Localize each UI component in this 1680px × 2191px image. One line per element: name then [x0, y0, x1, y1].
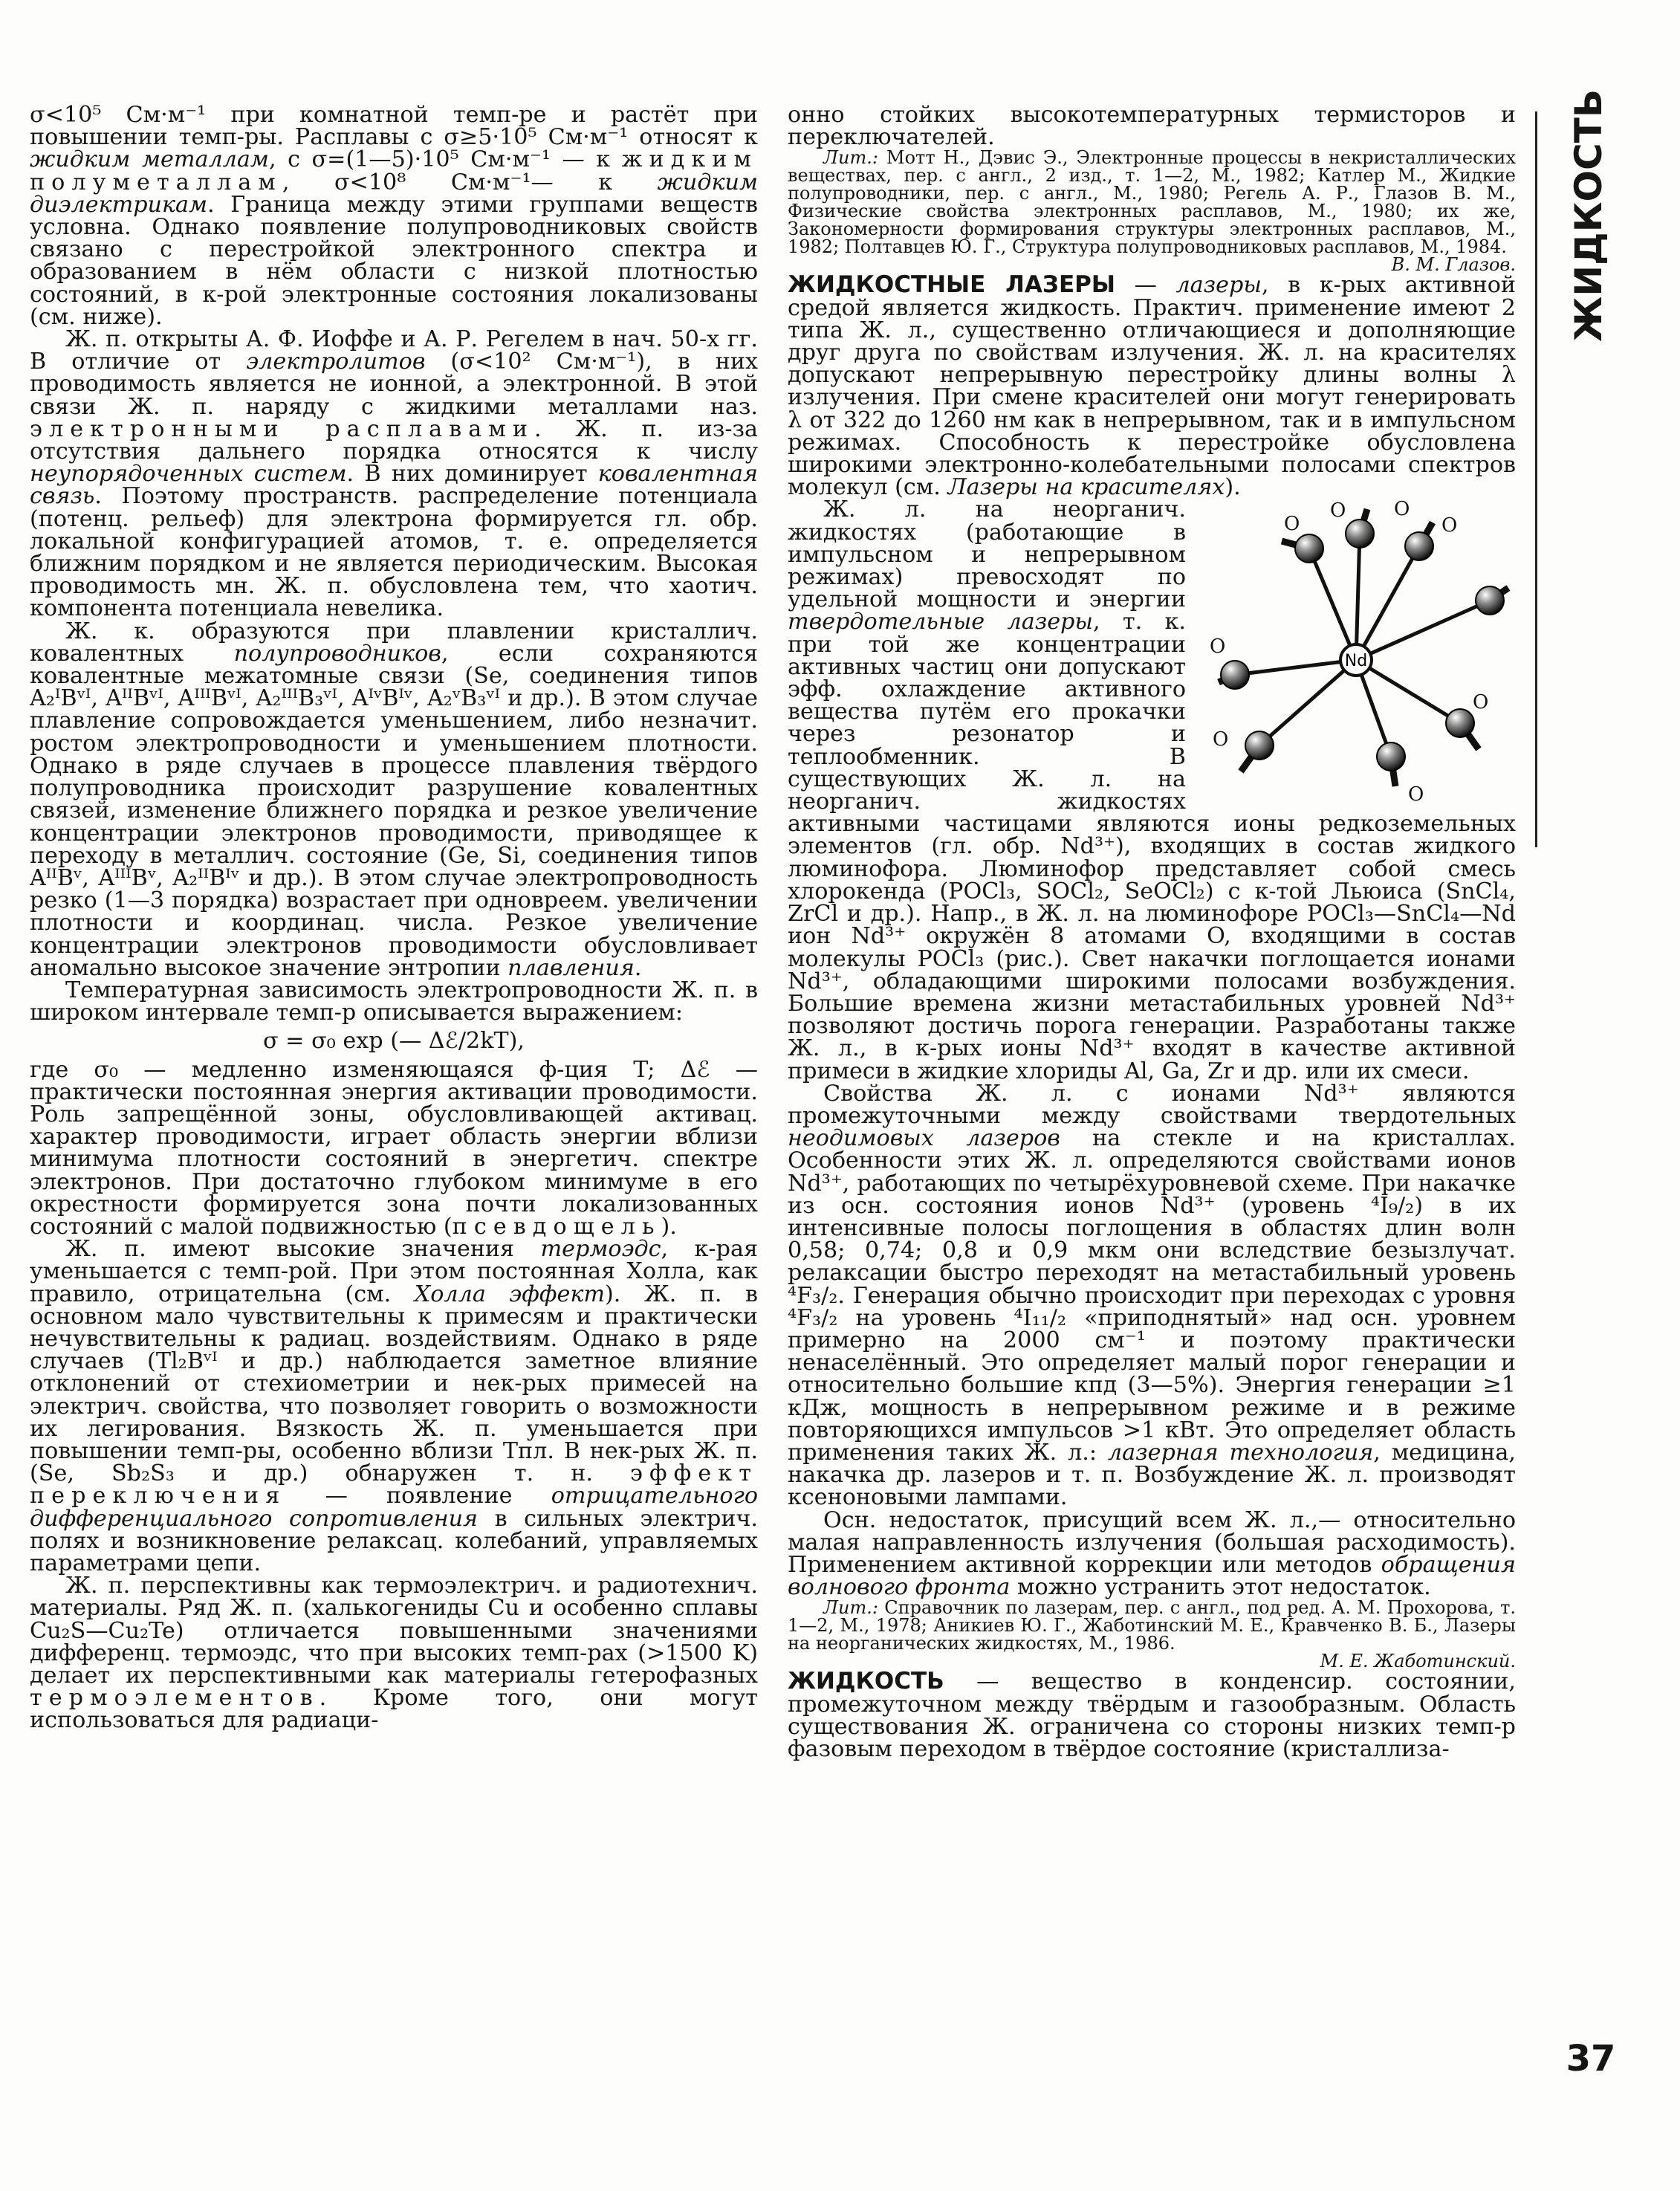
paragraph: Ж. п. открыты А. Ф. Иоффе и А. Р. Регелем в нач. 50-х гг. В отличие от электролитов (σ<10² См·м⁻¹), в них проводимость является не ионной, а электронной. В этой связи Ж. п. наряду с жидкими металлами наз. электронными расплавами. Ж. п. из-за отсутствия дальнего порядка относятся к числу неупорядоченных систем. В них доминирует ковалентная связь. Поэтому пространств. распределение потенциала (потенц. рельеф) для электрона формируется гл. обр. локальной конфигурацией атомов, т. е. определяется ближним порядком и не является периодическим. Высокая проводимость мн. Ж. п. обусловлена тем, что хаотич. компонента потенциала невелика.	[30, 326, 758, 622]
page-number: 37	[1566, 2038, 1616, 2080]
nd-ion-structure-diagram	[1196, 500, 1523, 805]
paragraph: онно стойких высокотемпературных термисторов и переключателей.	[788, 102, 1516, 151]
molecule-figure	[1196, 500, 1523, 805]
formula: σ = σ₀ exp (— Δℰ/2kT),	[262, 1028, 525, 1055]
paragraph: Ж. к. образуются при плавлении кристаллич. ковалентных полупроводников, если сохраняются ковалентные межатомные связи (Se, соединения типов A₂ᴵBᵛᴵ, AᴵᴵBᵛᴵ, AᴵᴵᴵBᵛᴵ, A₂ᴵᴵᴵB₃ᵛᴵ, AᴵᵛBᴵᵛ, A₂ᵛB₃ᵛᴵ и др.). В этом случае плавление сопровождается уменьшением, либо незначит. ростом электропроводности и уменьшением плотности. Однако в ряде случаев в процессе плавления твёрдого полупроводника происходит разрушение ковалентных связей, изменение ближнего порядка и резкое увеличение концентрации электронов проводимости, приводящее к переходу в металлич. состояние (Ge, Si, соединения типов AᴵᴵBᵛ, AᴵᴵᴵBᵛ, A₂ᴵᴵBᴵᵛ и др.). В этом случае электропроводность резко (1—3 порядка) возрастает при одновреем. увеличении плотности и координац. числа. Резкое увеличение концентрации электронов проводимости обусловливает аномально высокое значение энтропии плавления.	[30, 618, 758, 981]
paragraph: Nd O O O O O O O O Ж. л. на неорганич. жидкостях (работающие в импульсном и непрерывном режимах) превосходят по удельной мощности и энергии твердотельные лазеры, т. к. при той же концентрации активных частиц они допускают эфф. охлаждение активного вещества путём его прокачки через резонатор и теплообменник. В существующих Ж. л. на неорганич. жидкостях активными частицами являются ионы редкоземельных элементов (гл. обр. Nd³⁺), входящих в состав жидкого люминофора. Люминофор представляет собой смесь хлорокенда (POCl₃, SOCl₂, SeOCl₂) с к-той Льюиса (SnCl₄, ZrCl и др.). Напр., в Ж. л. на люминофоре POCl₃—SnCl₄—Nd ион Nd³⁺ окружён 8 атомами O, входящими в состав молекулы POCl₃ (рис.). Свет накачки поглощается ионами Nd³⁺, обладающими широкими полосами возбуждения. Большие времена жизни метастабильных уровней Nd³⁺ позволяют достичь порога генерации. Разработаны также Ж. л., в к-рых ионы Nd³⁺ входят в качестве активной примеси в жидкие хлориды Al, Ga, Zr и др. или их смеси.	[788, 499, 1516, 1082]
article-entry: ЖИДКОСТНЫЕ ЛАЗЕРЫ — лазеры, в к-рых активной средой является жидкость. Практич. применение имеют 2 типа Ж. л., существенно отличающиеся и дополняющие друг друга по свойствам излучения. Ж. л. на красителях допускают непрерывную перестройку длины волны λ излучения. При смене красителей они могут генерировать λ от 322 до 1260 нм как в непрерывном, так и в импульсном режимах. Способность к перестройке обусловлена широкими электронно-колебательными полосами спектров молекул (см. Лазеры на красителях).	[788, 271, 1516, 501]
vertical-rule	[1535, 111, 1537, 847]
article-entry: ЖИДКОСТЬ — вещество в конденсир. состоянии, промежуточном между твёрдым и газообразным. Область существования Ж. ограничена со стороны низких темп-р фазовым переходом в твёрдое состояние (кристаллиза-	[788, 1668, 1516, 1762]
paragraph: Температурная зависимость электропроводности Ж. п. в широком интервале темп-р описывается выражением:	[30, 977, 758, 1026]
oxygen-label: O	[1330, 500, 1346, 522]
literature: Лит.: Справочник по лазерам, пер. с англ., под ред. А. М. Прохорова, т. 1—2, М., 1978; Аникиев Ю. Г., Жаботинский М. Е., Кравченко В. Б., Лазеры на неорганических жидкостях, М., 1986.	[788, 1597, 1516, 1654]
oxygen-label: O	[1210, 635, 1226, 658]
entry-heading: ЖИДКОСТНЫЕ ЛАЗЕРЫ	[788, 271, 1115, 299]
running-head: ЖИДКОСТЬ	[1567, 89, 1610, 342]
oxygen-label: O	[1213, 728, 1229, 751]
oxygen-label: O	[1473, 691, 1489, 714]
author-signature: М. Е. Жаботинский.	[1320, 1651, 1516, 1672]
nd-label: Nd	[1344, 652, 1368, 671]
paragraph: Ж. п. перспективны как термоэлектрич. и радиотехнич. материалы. Ряд Ж. п. (халькогениды Cu и особенно сплавы Cu₂S—Cu₂Te) отличается повышенными значениями дифференц. термоэдс, что при высоких темп-рах (>1500 K) делает их перспективными как материалы гетерофазных термоэлементов. Кроме того, они могут использоваться для радиаци-	[30, 1573, 758, 1734]
oxygen-label: O	[1394, 500, 1410, 521]
column-right	[788, 104, 1516, 1761]
paragraph: Осн. недостаток, присущий всем Ж. л.,— относительно малая направленность излучения (большая расходимость). Применением активной коррекции или методов обращения волнового фронта можно устранить этот недостаток.	[788, 1506, 1516, 1601]
paragraph: где σ₀ — медленно изменяющаяся ф-ция T; Δℰ — практически постоянная энергия активации проводимости. Роль запрещённой зоны, обусловливающей активац. характер проводимости, играет область энергии вблизи минимума плотности состояний в энергетич. спектре электронов. При достаточно глубоком минимуме в его окрестности формируется зона почти локализованных состояний с малой подвижностью (псевдощель).	[30, 1056, 758, 1240]
literature: Лит.: Мотт Н., Дэвис Э., Электронные процессы в некристаллических веществах, пер. с англ., 2 изд., т. 1—2, М., 1982; Катлер М., Жидкие полупроводники, пер. с англ., М., 1980; Регель А. Р., Глазов В. М., Физические свойства электронных расплавов, М., 1980; их же, Закономерности формирования структуры электронных расплавов, М., 1982; Полтавцев Ю. Г., Структура полупроводниковых расплавов, М., 1984.	[788, 147, 1516, 258]
paragraph: Свойства Ж. л. с ионами Nd³⁺ являются промежуточными между свойствами твердотельных неодимовых лазеров на стекле и на кристаллах. Особенности этих Ж. л. определяются свойствами ионов Nd³⁺, работающих по четырёхуровневой схеме. При накачке из осн. состояния ионов Nd³⁺ (уровень ⁴I₉/₂) в их интенсивные полосы поглощения в областях длин волн 0,58; 0,74; 0,8 и 0,9 мкм они вследствие безызлучат. релаксации быстро переходят на метастабильный уровень ⁴F₃/₂. Генерация обычно происходит при переходах с уровня ⁴F₃/₂ на уровень ⁴I₁₁/₂ «приподнятый» над осн. уровнем примерно на 2000 см⁻¹ и поэтому практически ненаселённый. Это определяет малый порог генерации и относительно большие кпд (3—5%). Энергия генерации ≥1 кДж, мощность в непрерывном режиме и в режиме повторяющихся импульсов >1 кВт. Это определяет область применения таких Ж. л.: лазерная технология, медицина, накачка др. лазеров и т. п. Возбуждение Ж. л. производят ксеноновыми лампами.	[788, 1080, 1516, 1511]
author-signature: В. М. Глазов.	[1391, 254, 1516, 276]
oxygen-label: O	[1284, 513, 1300, 536]
oxygen-label: O	[1441, 514, 1458, 537]
column-left	[30, 104, 758, 1732]
oxygen-label: O	[1408, 783, 1424, 806]
entry-heading: ЖИДКОСТЬ	[788, 1668, 944, 1695]
paragraph: σ<10⁵ См·м⁻¹ при комнатной темп-ре и растёт при повышении темп-ры. Расплавы с σ≥5·10⁵ См·м⁻¹ относят к жидким металлам, с σ=(1—5)·10⁵ См·м⁻¹ — к жидким полуметаллам, σ<10⁸ См·м⁻¹— к жидким диэлектрикам. Граница между этими группами веществ условна. Однако появление полупроводниковых свойств связано с перестройкой электронного спектра и образованием в нём области с низкой плотностью состояний, в к-рой электронные состояния локализованы (см. ниже).	[30, 102, 758, 330]
paragraph: Ж. п. имеют высокие значения термоэдс, к-рая уменьшается с темп-рой. При этом постоянная Холла, как правило, отрицательна (см. Холла эффект). Ж. п. в основном мало чувствительны к примесям и практически нечувствительны к радиац. воздействиям. Однако в ряде случаев (Tl₂Bᵛᴵ и др.) наблюдается заметное влияние отклонений от стехиометрии и нек-рых примесей на электрич. свойства, что позволяет говорить о возможности их легирования. Вязкость Ж. п. уменьшается при повышении темп-ры, особенно вблизи Tпл. В нек-рых Ж. п. (Se, Sb₂S₃ и др.) обнаружен т. н. эффект переключения — появление отрицательного дифференциального сопротивления в сильных электрич. полях и возникновение релаксац. колебаний, управляемых параметрами цепи.	[30, 1236, 758, 1576]
